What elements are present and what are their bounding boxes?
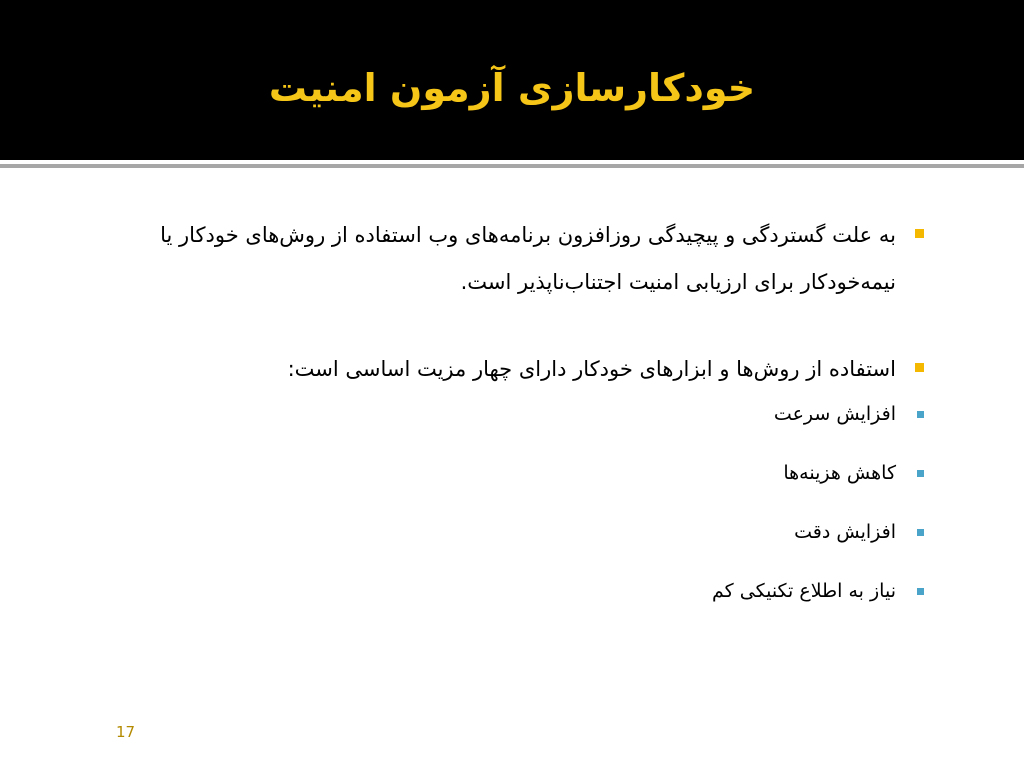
square-bullet-icon	[915, 363, 924, 372]
title-divider-white	[0, 160, 1024, 163]
square-bullet-icon	[917, 411, 924, 418]
title-divider-grey	[0, 164, 1024, 168]
sub-bullet-text: افزایش دقت	[794, 521, 896, 543]
sub-bullet-text: نیاز به اطلاع تکنیکی کم	[712, 580, 896, 602]
page-number: 17	[116, 723, 136, 741]
slide-title: خودکارسازی آزمون امنیت	[268, 66, 756, 110]
sub-bullet-text: کاهش هزینه‌ها	[783, 462, 896, 484]
square-bullet-icon	[917, 588, 924, 595]
bullet-item	[126, 346, 926, 393]
sub-bullet-list	[126, 399, 926, 606]
square-bullet-icon	[917, 470, 924, 477]
sub-bullet-item	[126, 399, 926, 429]
sub-bullet-item	[126, 576, 926, 606]
sub-bullet-text: افزایش سرعت	[773, 403, 896, 425]
sub-bullet-item	[126, 517, 926, 547]
bullet-text: به علت گستردگی و پیچیدگی روزافزون برنامه‌های وب استفاده از روش‌های خودکار یا نیمه‌خودکار برای ارزیابی امنیت اجتناب‌ناپذیر است.	[160, 223, 896, 294]
bullet-text: استفاده از روش‌ها و ابزارهای خودکار دارای چهار مزیت اساسی است:	[287, 357, 896, 381]
slide-content	[126, 212, 926, 635]
sub-bullet-item	[126, 458, 926, 488]
title-bar	[0, 0, 1024, 160]
spacer	[126, 306, 926, 346]
bullet-item	[126, 212, 926, 306]
square-bullet-icon	[917, 529, 924, 536]
square-bullet-icon	[915, 229, 924, 238]
